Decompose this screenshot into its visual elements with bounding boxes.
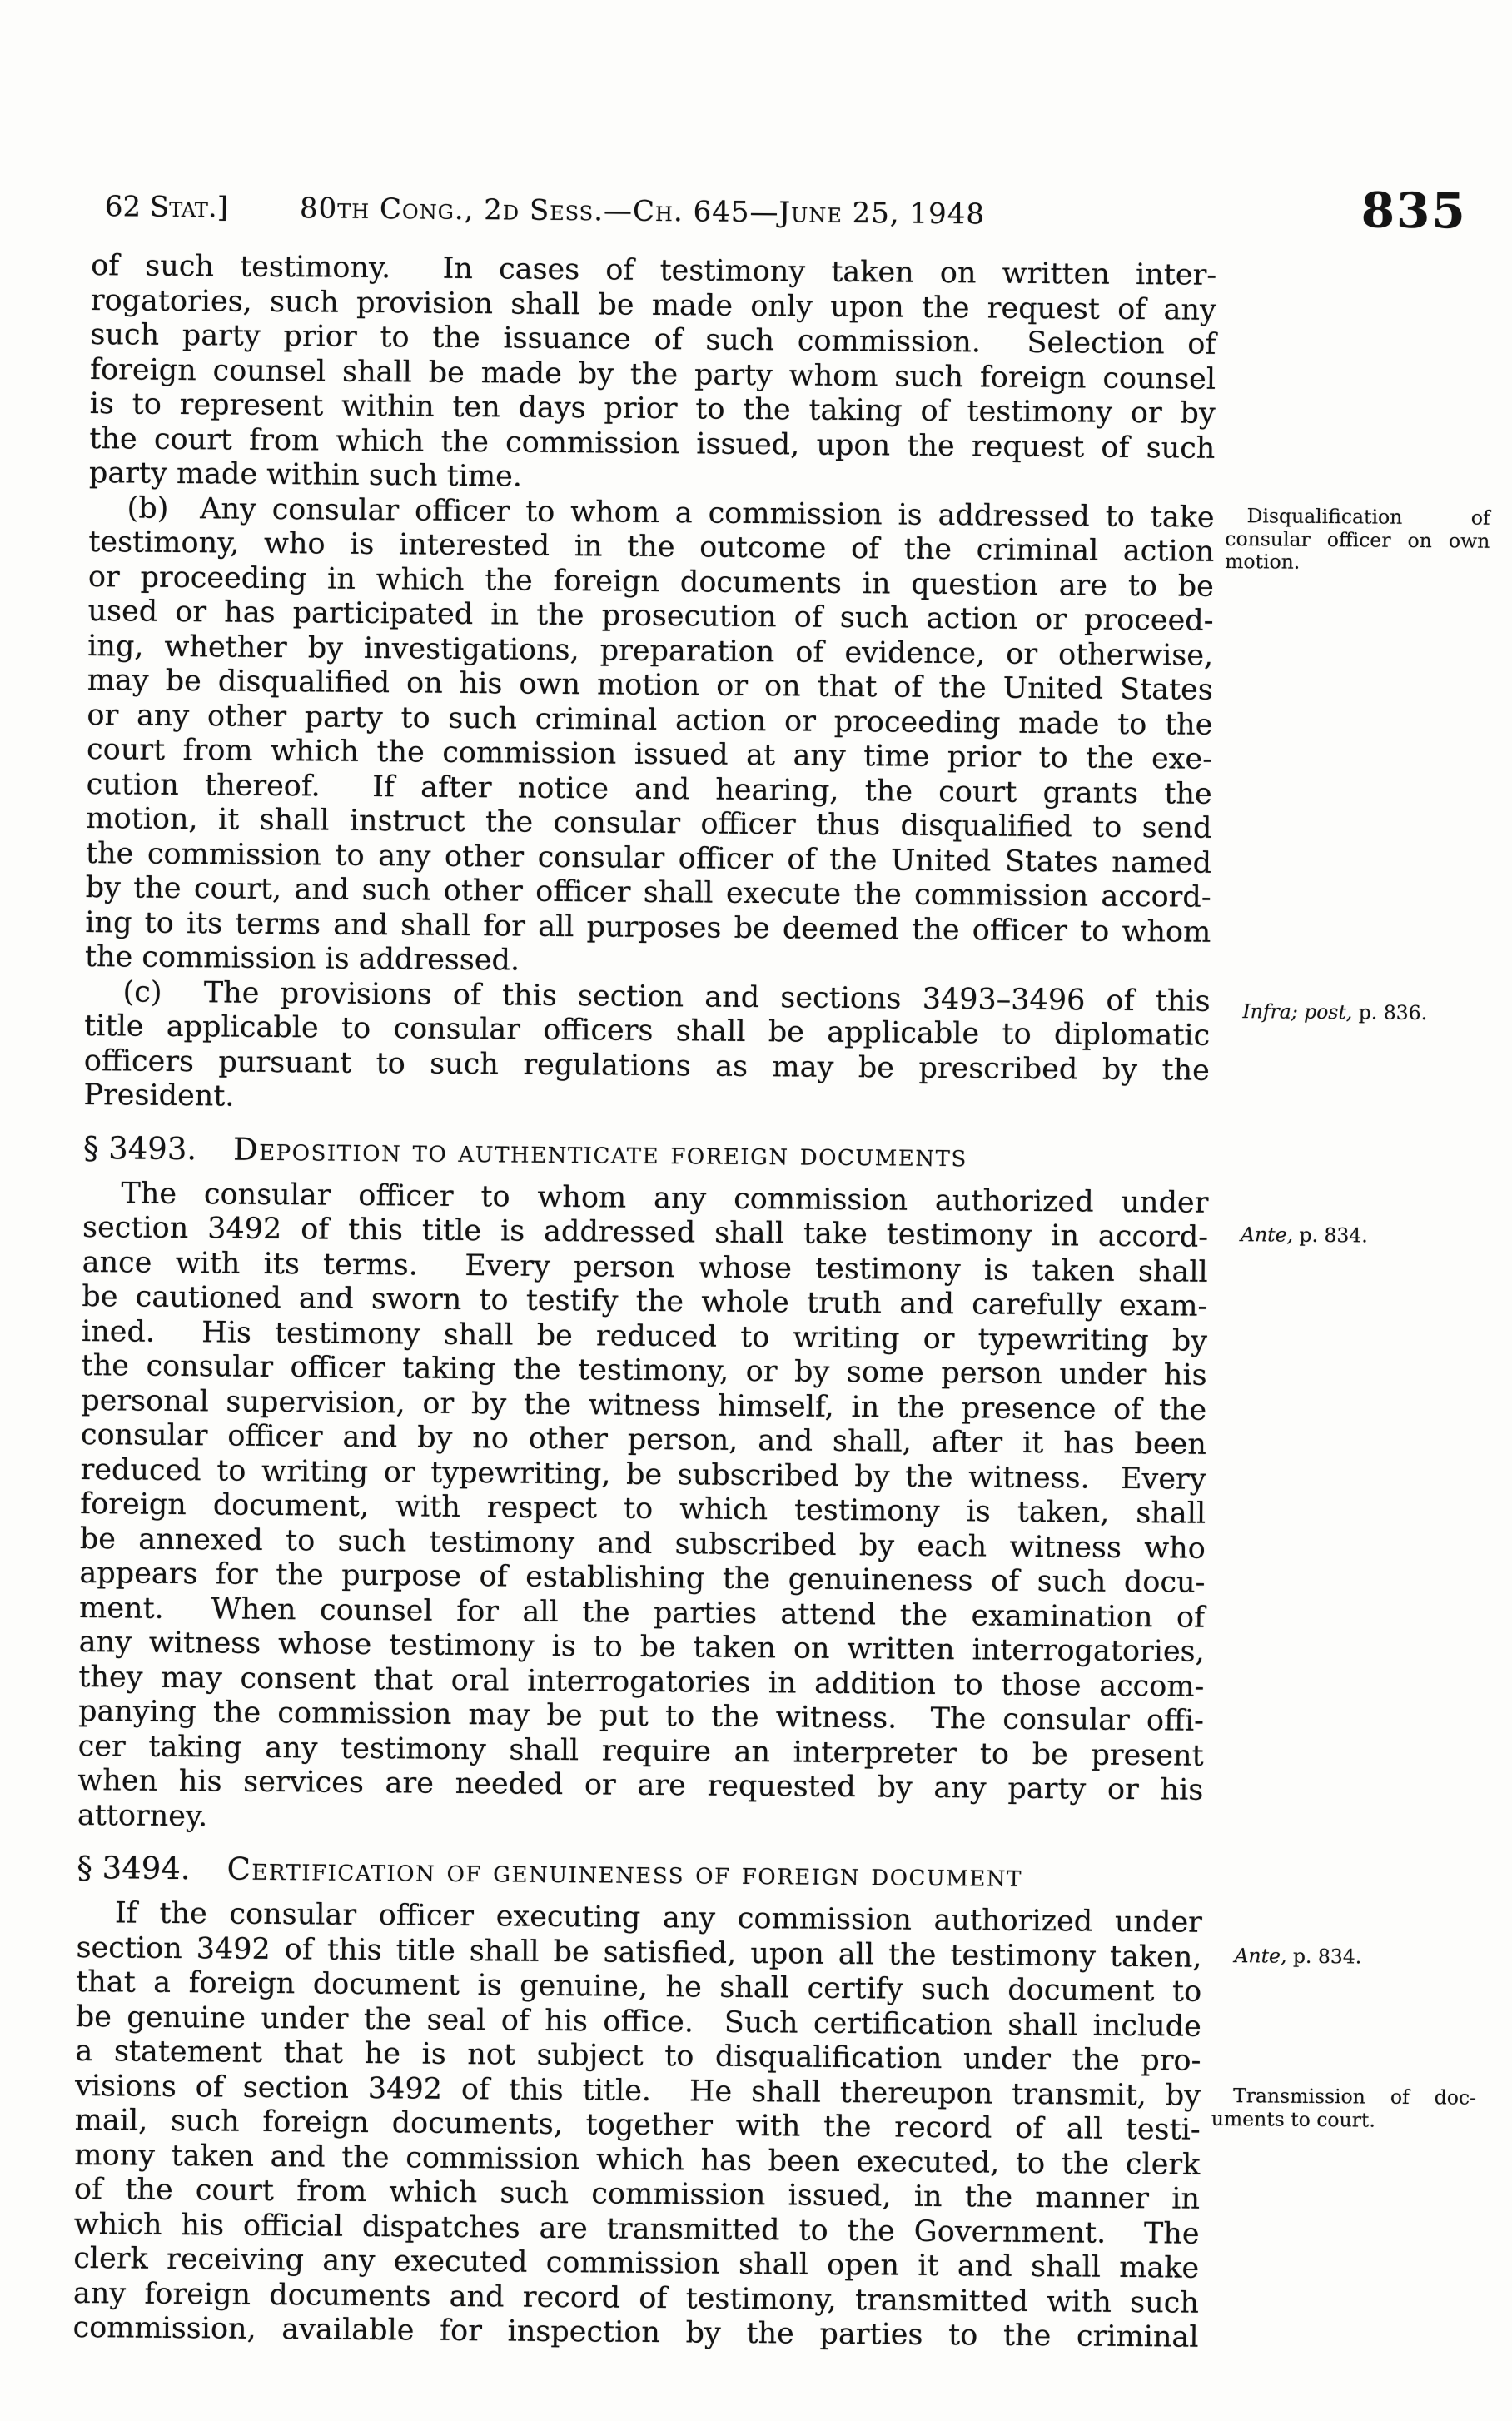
text-line: motion, it shall instruct the consular officer thus disqualified to send <box>86 802 1212 845</box>
note-text: consular officer on own <box>1225 526 1490 553</box>
text-line: title applicable to consular officers shall be applicable to diplomatic <box>84 1009 1211 1053</box>
text-line: is to represent within ten days prior to the taking of testimony or by <box>89 387 1216 431</box>
text-line: (c) The provisions of this section and sections 3493–3496 of this <box>122 974 1211 1019</box>
text-line: ing, whether by investigations, preparation of evidence, or otherwise, <box>87 629 1214 673</box>
margin-note-line <box>1219 1223 1484 1248</box>
text-line: that a foreign document is genuine, he shall certify such document to <box>76 1965 1202 2009</box>
text-line: The consular officer to whom any commission authorized under <box>121 1176 1209 1220</box>
text-line: ance with its terms. Every person whose testimony is taken shall <box>82 1245 1208 1289</box>
margin-note-line <box>1212 1945 1477 1970</box>
text-line: President. <box>83 1078 235 1113</box>
text-line: the commission to any other consular officer of the United States named <box>85 836 1212 880</box>
text-line: section 3492 of this title shall be satisfied, upon all the testimony taken, <box>76 1930 1202 1975</box>
text-line: mony taken and the commission which has been executed, to the clerk <box>74 2138 1201 2182</box>
text-line: ment. When counsel for all the parties attend the examination of <box>78 1591 1206 1635</box>
text-line: If the consular officer executing any commission authorized under <box>114 1896 1203 1940</box>
note-text: p. 834. <box>1292 1223 1368 1248</box>
margin-note-line <box>1211 2085 1476 2110</box>
text-line: panying the commission may be put to the witness. The consular offi- <box>77 1694 1205 1738</box>
text-line: or any other party to such criminal action or proceeding made to the <box>87 698 1213 742</box>
citation-italic: Ante, <box>1240 1223 1294 1247</box>
text-line: section 3492 of this title is addressed shall take testimony in accord- <box>82 1210 1209 1254</box>
note-text: Disqualification of <box>1246 504 1490 530</box>
section-number: § 3493. <box>82 1129 197 1167</box>
text-column <box>72 249 1216 2355</box>
paragraph <box>89 249 1216 501</box>
page-number: 835 <box>1360 182 1468 240</box>
text-line: of the court from which such commission issued, in the manner in <box>73 2172 1201 2216</box>
text-line: (b) Any consular officer to whom a commission is addressed to take <box>127 491 1215 535</box>
margin-note <box>1211 2085 1476 2133</box>
section-heading <box>83 1130 1209 1177</box>
margin-note-line <box>1225 505 1490 530</box>
text-line: may be disqualified on his own motion or on that of the United States <box>87 664 1213 707</box>
citation-italic: Ante, <box>1234 1944 1287 1968</box>
text-line: foreign document, with respect to which testimony is taken, shall <box>80 1487 1206 1531</box>
text-line: personal supervision, or by the witness himself, in the presence of the <box>81 1383 1207 1427</box>
section-heading <box>77 1850 1202 1896</box>
text-line: of such testimony. In cases of testimony taken on written inter- <box>91 249 1217 292</box>
text-line: party made within such time. <box>88 456 523 494</box>
paragraph <box>72 1896 1202 2355</box>
section-title: Certification of genuineness of foreign document <box>226 1851 1023 1894</box>
text-line: a statement that he is not subject to disqualification under the pro- <box>75 2034 1201 2078</box>
text-line: be genuine under the seal of his office. Such certification shall include <box>75 2000 1201 2044</box>
text-line: such party prior to the issuance of such commission. Selection of <box>90 318 1216 361</box>
note-text: motion. <box>1225 549 1301 574</box>
text-line: mail, such foreign documents, together with the record of all testi- <box>74 2103 1201 2147</box>
text-line: cution thereof. If after notice and hearing, the court grants the <box>86 767 1212 811</box>
text-line: clerk receiving any executed commission shall open it and shall make <box>73 2241 1200 2285</box>
paragraph <box>83 975 1210 1123</box>
section-number: § 3494. <box>77 1849 191 1887</box>
text-line: attorney. <box>77 1798 208 1833</box>
margin-note-line <box>1211 2107 1476 2132</box>
note-text: Transmission of doc- <box>1232 2084 1477 2110</box>
session-chapter-label: 80th Cong., 2d Sess.—Ch. 645—June 25, 1948 <box>299 192 986 232</box>
statute-volume-label: 62 Stat.] <box>104 190 229 225</box>
text-line: ing to its terms and shall for all purposes be deemed the officer to whom <box>85 905 1211 949</box>
note-text: uments to court. <box>1211 2106 1376 2132</box>
paragraph <box>85 491 1215 985</box>
text-line: the consular officer taking the testimony, or by some person under his <box>81 1348 1207 1392</box>
note-text: p. 836. <box>1352 1000 1428 1025</box>
margin-note-line <box>1221 1000 1485 1025</box>
text-line: commission, available for inspection by the parties to the criminal <box>72 2310 1199 2354</box>
text-line: used or has participated in the prosecution of such action or proceed- <box>87 595 1214 638</box>
text-line: when his services are needed or are requested by any party or his <box>77 1763 1204 1807</box>
citation-italic: Infra; post, <box>1242 999 1353 1024</box>
text-line: cer taking any testimony shall require an interpreter to be present <box>77 1729 1204 1773</box>
margin-note <box>1212 1945 1477 1970</box>
margin-note <box>1225 505 1490 575</box>
text-line: reduced to writing or typewriting, be subscribed by the witness. Every <box>80 1452 1206 1497</box>
margin-note-line <box>1225 527 1490 552</box>
text-line: visions of section 3492 of this title. He shall thereupon transmit, by <box>74 2069 1201 2113</box>
text-line: appears for the purpose of establishing the genuineness of such docu- <box>79 1556 1206 1600</box>
text-line: which his official dispatches are transmitted to the Government. The <box>73 2207 1200 2251</box>
text-line: officers pursuant to such regulations as may be prescribed by the <box>83 1044 1210 1088</box>
margin-note <box>1221 1000 1485 1025</box>
text-line: court from which the commission issued at any time prior to the exe- <box>86 733 1213 776</box>
text-line: be cautioned and sworn to testify the whole truth and carefully exam- <box>82 1279 1208 1323</box>
text-line: any foreign documents and record of testimony, transmitted with such <box>72 2276 1200 2320</box>
text-line: ined. His testimony shall be reduced to writing or typewriting by <box>81 1314 1208 1358</box>
text-line: rogatories, such provision shall be made only upon the request of any <box>90 283 1216 327</box>
note-text: p. 834. <box>1286 1944 1362 1969</box>
margin-note <box>1219 1223 1484 1248</box>
section-title: Deposition to authenticate foreign documents <box>232 1131 967 1173</box>
text-line: or proceeding in which the foreign documents in question are to be <box>87 560 1215 604</box>
text-line: the commission is addressed. <box>84 940 520 978</box>
text-line: any witness whose testimony is to be taken on written interrogatories, <box>78 1625 1205 1669</box>
text-line: foreign counsel shall be made by the party whom such foreign counsel <box>89 352 1216 396</box>
text-line: consular officer and by no other person, and shall, after it has been <box>80 1417 1207 1462</box>
running-head <box>104 181 1468 240</box>
text-line: testimony, who is interested in the outcome of the criminal action <box>88 526 1215 569</box>
margin-note-line <box>1225 550 1490 575</box>
text-line: by the court, and such other officer shall execute the commission accord- <box>85 871 1211 914</box>
text-line: be annexed to such testimony and subscribed by each witness who <box>79 1522 1206 1566</box>
paragraph <box>77 1176 1209 1842</box>
text-line: the court from which the commission issued, upon the request of such <box>89 421 1216 466</box>
text-line: they may consent that oral interrogatories in addition to those accom- <box>78 1660 1205 1704</box>
